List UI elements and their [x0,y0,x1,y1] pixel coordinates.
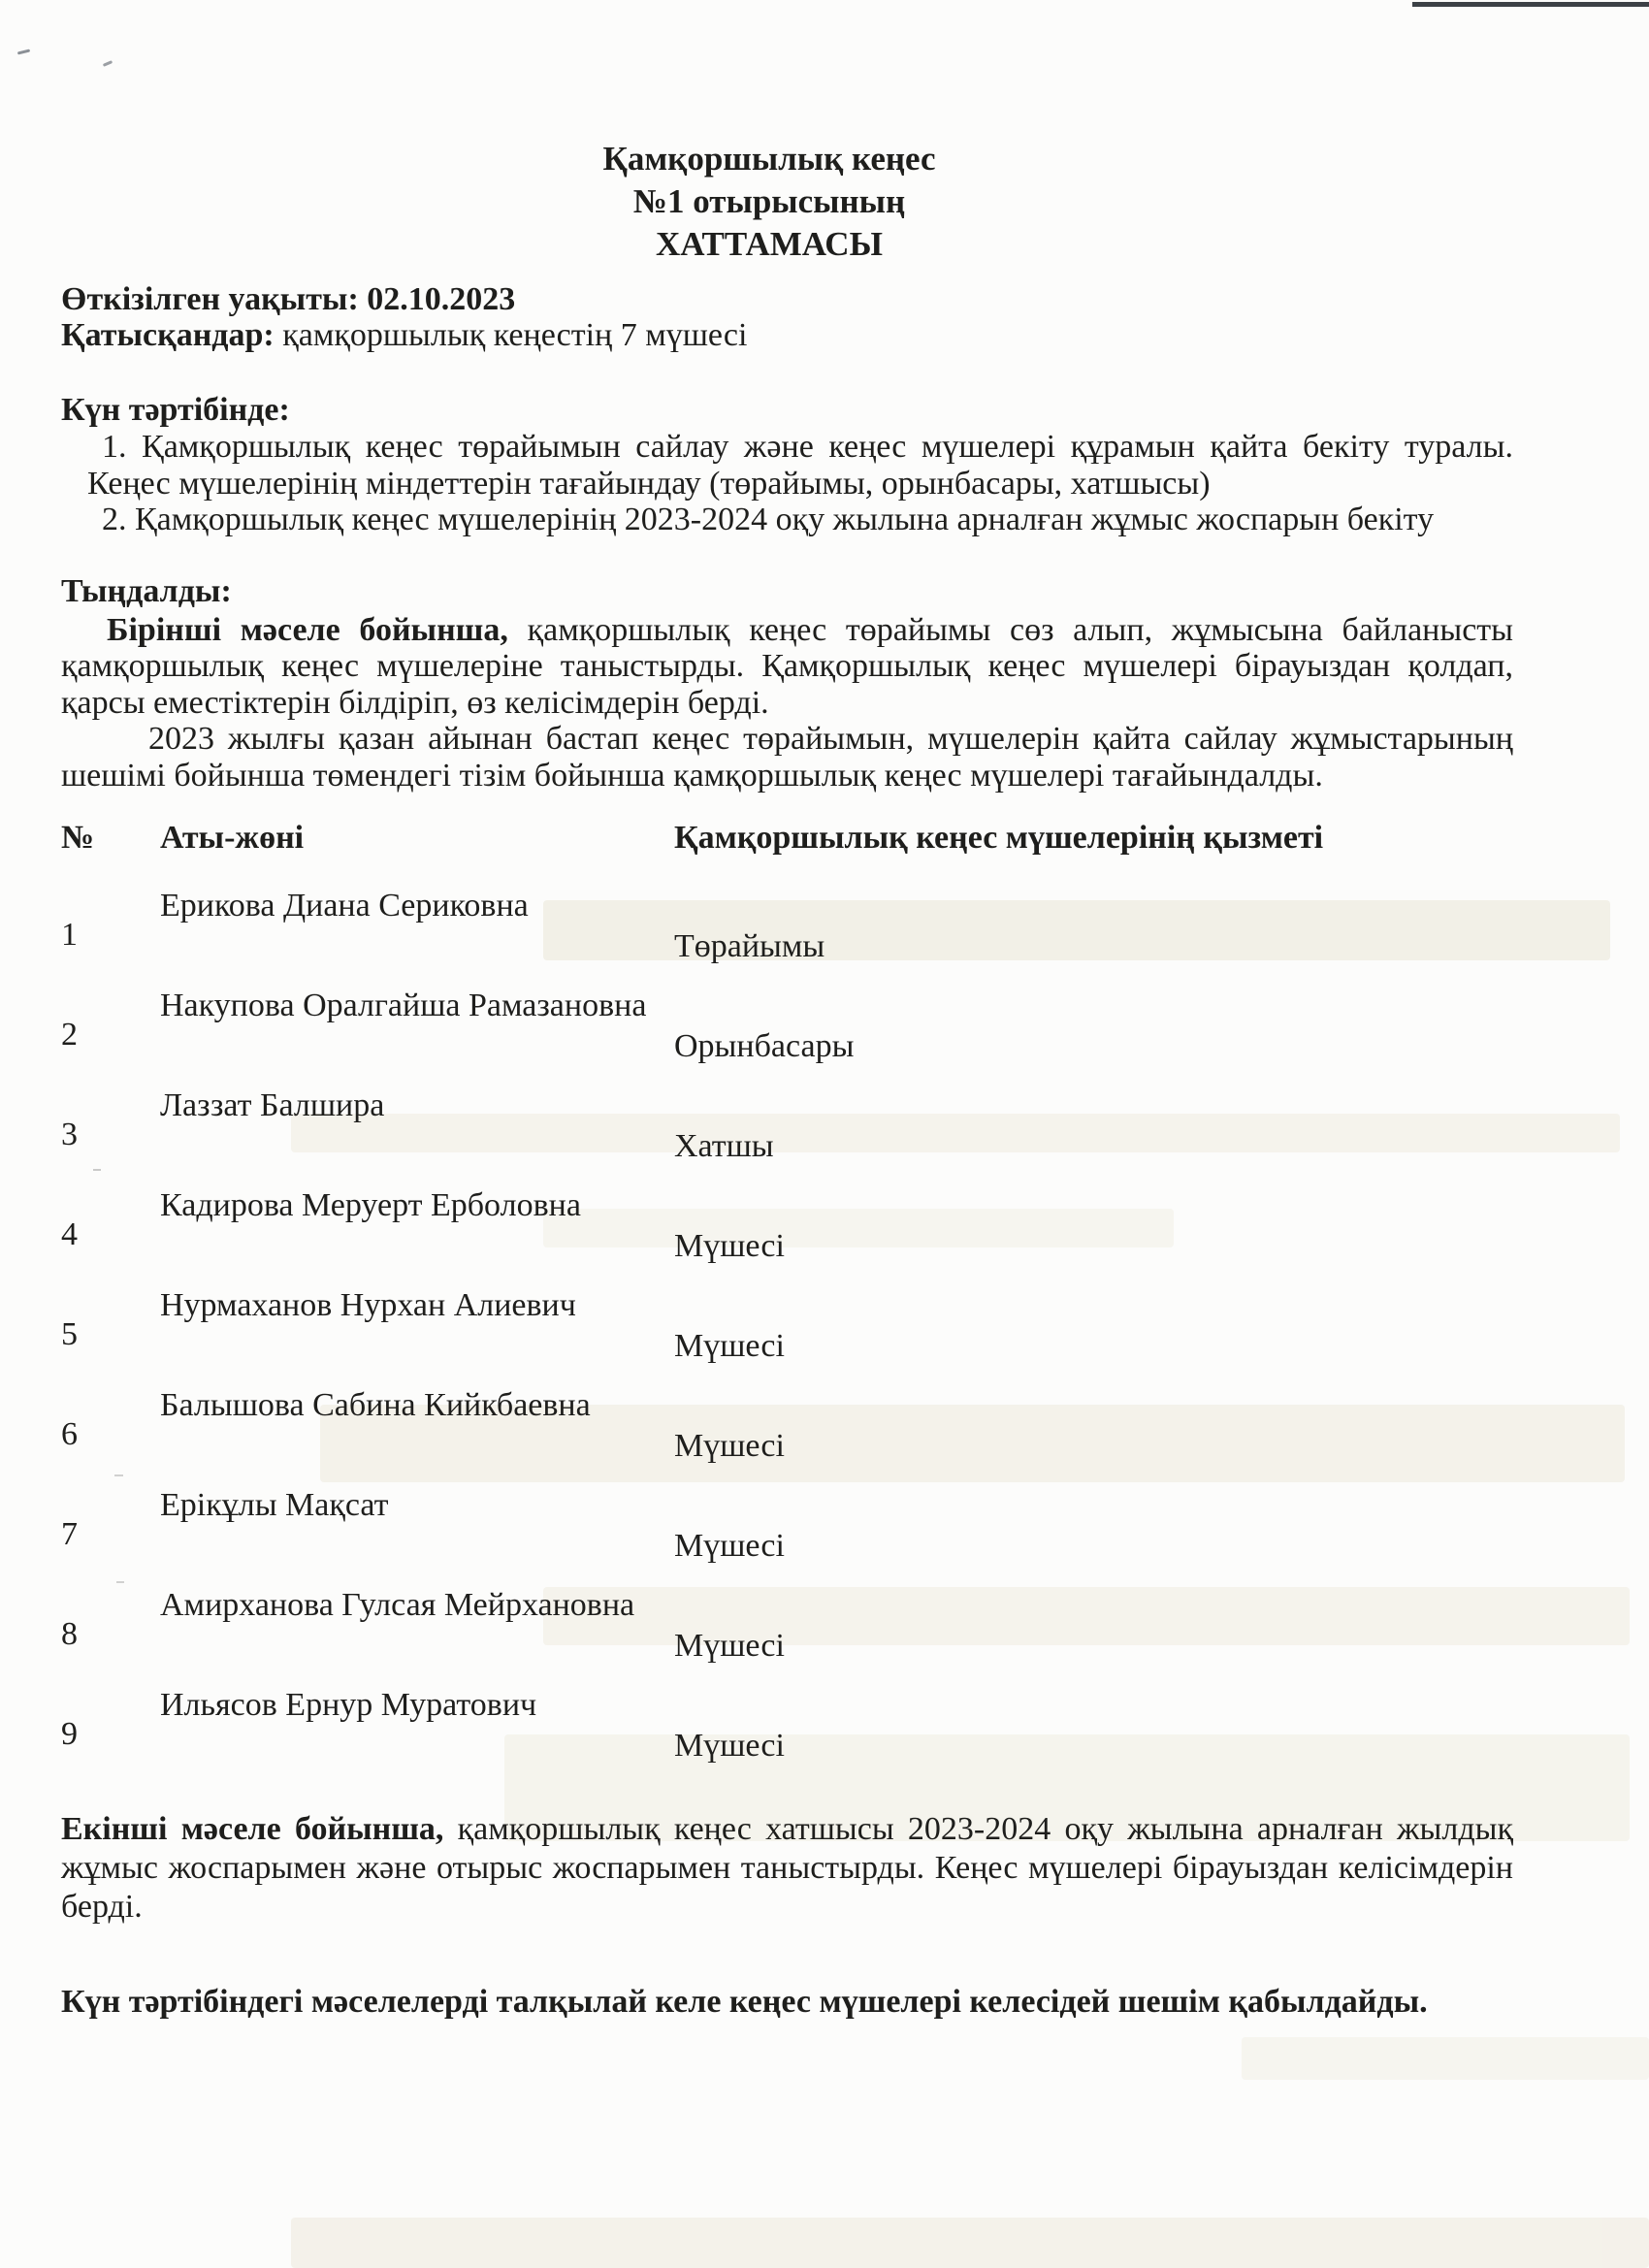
row-number: 5 [61,1316,78,1352]
member-name: Ерикова Диана Сериковна [160,888,529,923]
meeting-meta [61,281,1513,353]
second-issue-text: қамқоршылық кеңес хатшысы 2023-2024 оқу жылына арналған жылдық жұмыс жоспарымен және отырыс жоспарымен таныстырды. Кеңес мүшелері бірауыздан келісімдерін берді. [61,1811,1513,1925]
members-table-header [61,819,1513,858]
table-row [61,987,1513,1080]
header-name: Аты-жөні [160,820,305,856]
member-role: Орынбасары [674,1028,855,1064]
member-role: Мүшесі [674,1428,785,1464]
member-name: Ерікұлы Мақсат [160,1487,389,1523]
member-name: Ильясов Ернур Муратович [160,1687,537,1723]
member-name: Кадирова Меруерт Ерболовна [160,1187,581,1223]
row-number: 6 [61,1416,78,1452]
member-name: Накупова Оралгайша Рамазановна [160,988,647,1023]
table-row [61,1686,1513,1779]
second-issue-lead: Екінші мәселе бойынша, [61,1811,444,1847]
table-row [61,1486,1513,1579]
header-role: Қамқоршылық кеңес мүшелерінің қызметі [674,820,1324,856]
table-row [61,1086,1513,1180]
member-role: Хатшы [674,1128,774,1164]
heard-heading: Тыңдалды: [61,572,232,609]
row-number: 2 [61,1017,78,1053]
scan-shading-artifact [291,2218,1649,2268]
attendees-label: Қатысқандар: [61,317,275,353]
attendees-value: қамқоршылық кеңестің 7 мүшесі [274,317,748,353]
members-table [61,887,1513,1779]
meta-attendees [61,317,1513,353]
scanner-speck-artifact [103,60,113,67]
member-role: Мүшесі [674,1728,785,1764]
scanner-speck-artifact [17,49,30,54]
first-issue-lead: Бірінші мәселе бойынша, [107,611,508,648]
title-line-meeting-number: №1 отырысының [632,182,906,220]
document-title [61,138,1477,266]
second-issue-paragraph [61,1810,1513,1927]
member-role: Мүшесі [674,1228,785,1264]
appointment-paragraph: 2023 жылғы қазан айынан бастап кеңес төрайымын, мүшелерін қайта сайлау жұмыстарының шешімі бойынша төмендегі тізім бойынша қамқоршылық кеңес мүшелері тағайындалды. [61,721,1513,794]
first-issue-paragraph [61,612,1513,722]
closing-statement: Күн тәртібіндегі мәселелерді талқылай келе кеңес мүшелері келесідей шешім қабылдайды. [61,1984,1428,2020]
meta-held-date [61,281,1513,317]
table-row [61,1586,1513,1679]
scan-shading-artifact [1242,2037,1649,2080]
member-name: Лаззат Балшира [160,1087,385,1123]
row-number: 9 [61,1716,78,1752]
agenda-item-1: 1. Қамқоршылық кеңес төрайымын сайлау және кеңес мүшелері құрамын қайта бекіту туралы. Кеңес мүшелерінің міндеттерін тағайындау (төрайымы, орынбасары, хатшысы) [87,429,1513,502]
held-date-label: Өткізілген уақыты: [61,281,359,317]
row-number: 3 [61,1117,78,1152]
row-number: 4 [61,1216,78,1252]
header-number: № [61,820,95,856]
table-row [61,887,1513,980]
held-date-value: 02.10.2023 [358,281,516,317]
row-number: 7 [61,1516,78,1552]
member-role: Төрайымы [674,928,825,964]
first-issue-text: қамқоршылық кеңес төрайымы сөз алып, жұмысына байланысты қамқоршылық кеңес мүшелеріне таныстырды. Қамқоршылық кеңес мүшелері бірауыздан қолдап, қарсы еместіктерін білдіріп, өз келісімдерін берді. [61,611,1513,721]
row-number: 1 [61,917,78,953]
agenda-item-2: 2. Қамқоршылық кеңес мүшелерінің 2023-2024 оқу жылына арналған жұмыс жоспарын бекіту [102,502,1435,537]
member-name: Амирханова Гулсая Мейрхановна [160,1587,635,1623]
member-role: Мүшесі [674,1328,785,1364]
title-line-council: Қамқоршылық кеңес [602,140,936,178]
member-name: Балышова Сабина Кийкбаевна [160,1387,591,1423]
document-body [61,138,1513,2022]
member-role: Мүшесі [674,1628,785,1664]
agenda-heading: Күн тәртібінде: [61,392,290,428]
row-number: 8 [61,1616,78,1652]
table-row [61,1286,1513,1379]
member-name: Нурмаханов Нурхан Алиевич [160,1287,576,1323]
scanner-edge-line-artifact [1412,2,1649,7]
table-row [61,1386,1513,1479]
title-line-protocol: ХАТТАМАСЫ [656,225,883,263]
member-role: Мүшесі [674,1528,785,1564]
table-row [61,1186,1513,1280]
